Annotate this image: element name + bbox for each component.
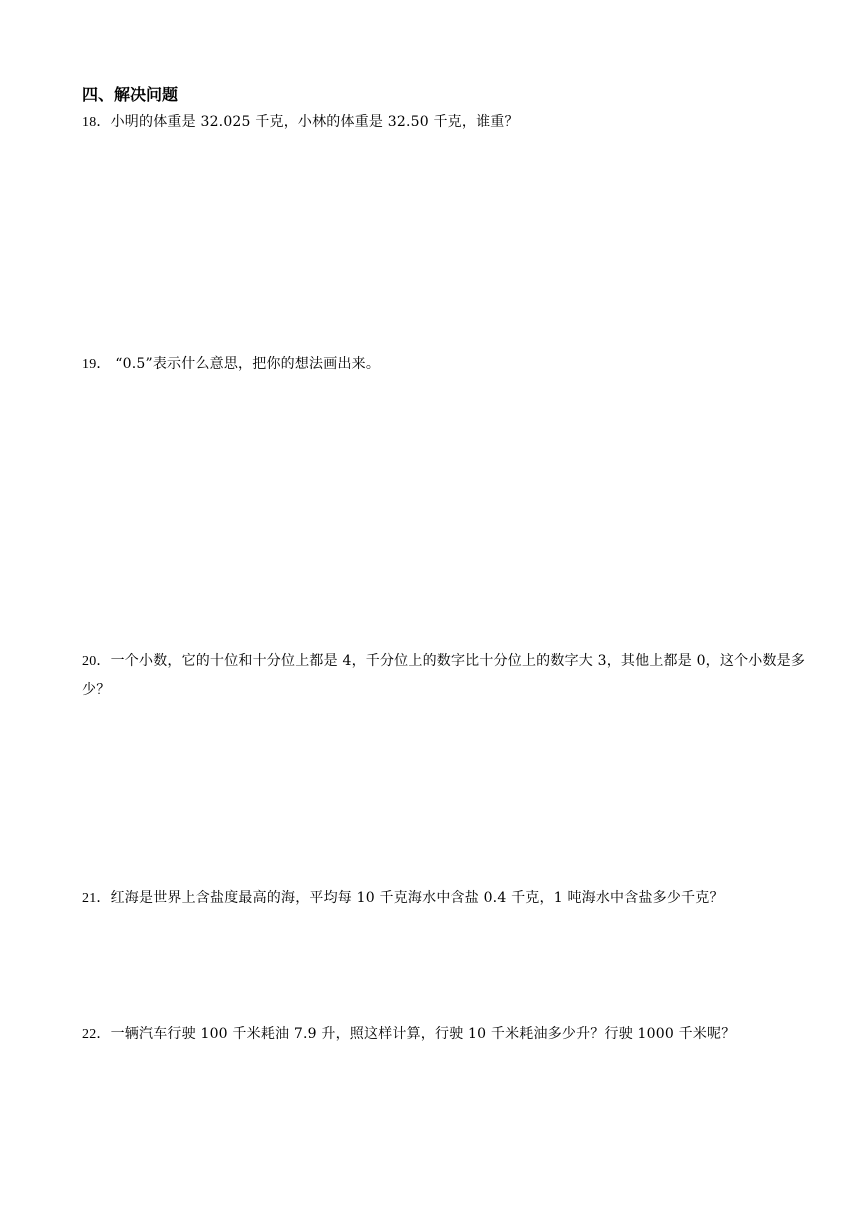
question-number: 21． <box>82 891 111 906</box>
question-19 <box>82 350 812 379</box>
question-number: 18． <box>82 115 111 130</box>
question-number: 19． <box>82 357 111 372</box>
question-text: 一辆汽车行驶 100 千米耗油 7.9 升，照这样计算，行驶 10 千米耗油多少升？行驶 1000 千米呢？ <box>110 1026 736 1042</box>
question-text: 小明的体重是 32.025 千克，小林的体重是 32.50 千克，谁重？ <box>110 114 519 130</box>
question-text: 一个小数，它的十位和十分位上都是 4，千分位上的数字比十分位上的数字大 3，其他上都是 0，这个小数是多少？ <box>82 653 806 698</box>
question-text: 红海是世界上含盐度最高的海，平均每 10 千克海水中含盐 0.4 千克，1 吨海水中含盐多少千克？ <box>110 890 724 906</box>
question-18 <box>82 108 812 137</box>
section-title: 四、解决问题 <box>82 85 179 104</box>
question-number: 22． <box>82 1027 111 1042</box>
question-22 <box>82 1020 812 1049</box>
question-text: “0.5”表示什么意思，把你的想法画出来。 <box>110 356 381 372</box>
question-21 <box>82 884 812 913</box>
question-number: 20． <box>82 654 111 669</box>
question-20 <box>82 647 812 705</box>
